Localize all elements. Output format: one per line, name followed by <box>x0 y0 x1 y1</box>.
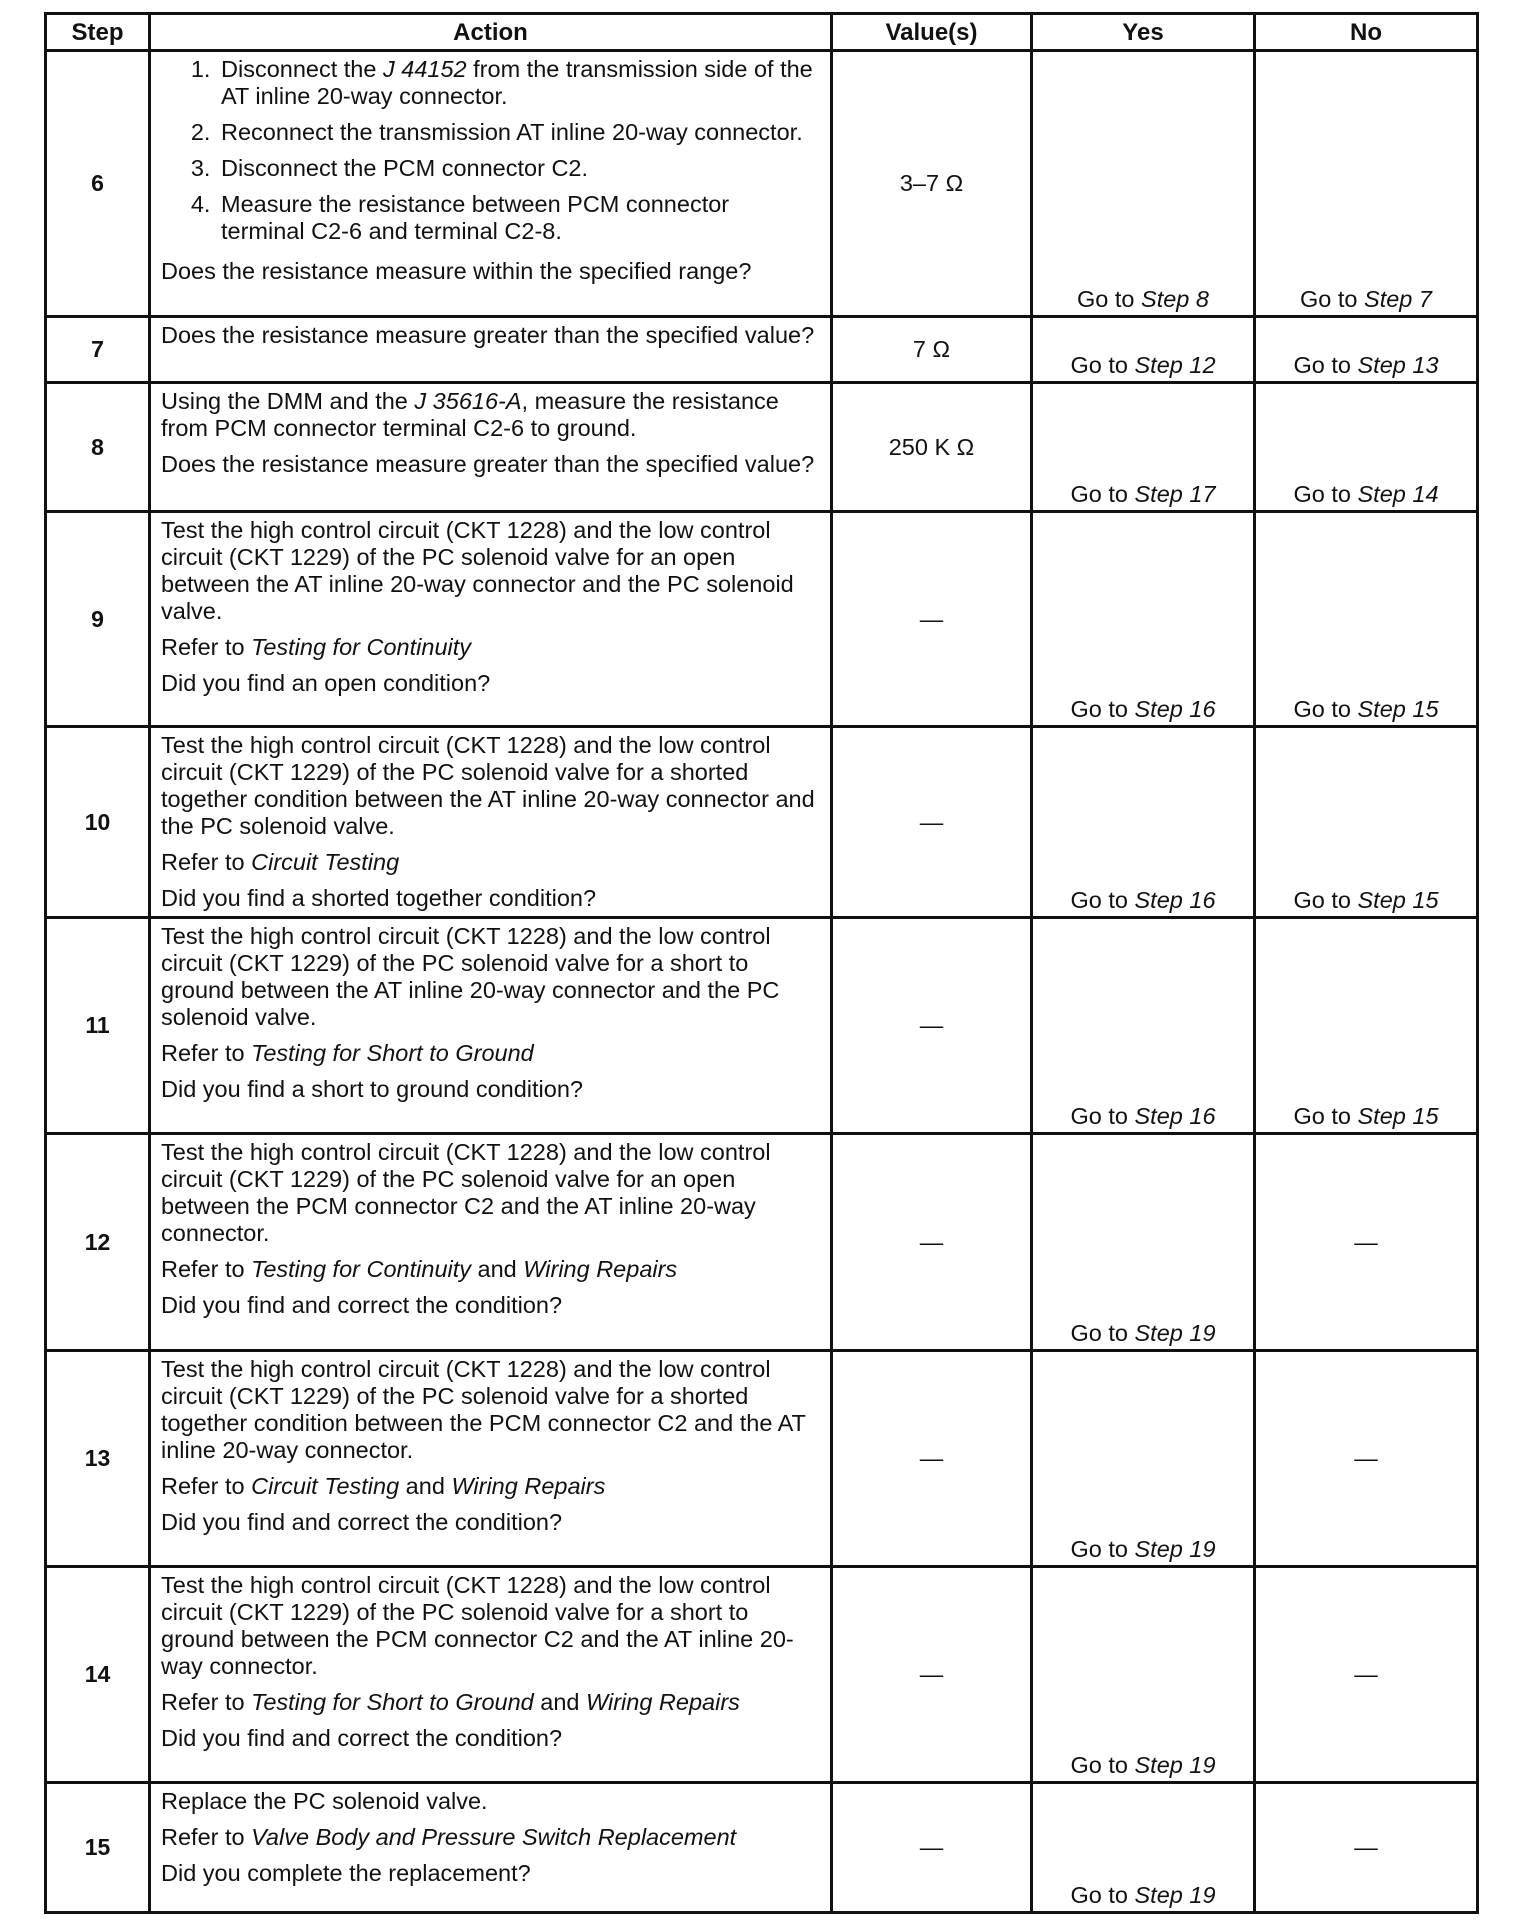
goto-prefix: Go to <box>1293 696 1358 722</box>
goto-prefix: Go to <box>1070 1536 1135 1562</box>
action-text: Test the high control circuit (CKT 1228) and the low control circuit (CKT 1229) of the PC solenoid valve for a short to ground between the AT inline 20-way connector and the PC solenoid valve. <box>161 923 780 1030</box>
goto-prefix: Go to <box>1070 1103 1135 1129</box>
value-cell: — <box>832 1567 1032 1783</box>
table-row <box>46 51 1478 317</box>
table-row <box>46 1134 1478 1351</box>
header-row <box>46 14 1478 51</box>
step-text: from the transmission side of the AT inline 20-way connector. <box>221 56 813 109</box>
step-link[interactable]: Step 16 <box>1134 1103 1216 1129</box>
list-item <box>217 119 818 146</box>
step-link[interactable]: Step 16 <box>1134 887 1216 913</box>
step-link[interactable]: Step 19 <box>1134 1320 1216 1346</box>
step-link[interactable]: Step 15 <box>1357 696 1439 722</box>
action-text <box>161 388 818 442</box>
reference-link[interactable]: Wiring Repairs <box>523 1256 678 1282</box>
refer-prefix: Refer to <box>161 1040 252 1066</box>
action-cell <box>150 383 832 512</box>
header-yes: Yes <box>1032 14 1255 51</box>
action-cell <box>150 1783 832 1913</box>
header-values: Value(s) <box>832 14 1032 51</box>
refer-conjunction: and <box>471 1256 524 1282</box>
action-cell <box>150 727 832 918</box>
goto-prefix: Go to <box>1070 352 1135 378</box>
step-text: Using the DMM and the <box>161 388 415 414</box>
question-text: Does the resistance measure within the specified range? <box>161 258 752 284</box>
refer-conjunction: and <box>533 1689 587 1715</box>
header-no: No <box>1255 14 1478 51</box>
no-cell <box>1255 51 1478 317</box>
table-row <box>46 383 1478 512</box>
no-cell: — <box>1255 1351 1478 1567</box>
refer-text <box>161 634 818 661</box>
reference-link[interactable]: Testing for Continuity <box>251 1256 472 1282</box>
step-text: Reconnect the transmission AT inline 20-way connector. <box>221 119 803 145</box>
action-cell <box>150 512 832 727</box>
list-item <box>217 155 818 182</box>
step-number: 10 <box>46 727 150 918</box>
question-text: Did you complete the replacement? <box>161 1860 531 1886</box>
refer-prefix: Refer to <box>161 849 252 875</box>
goto-prefix: Go to <box>1070 1320 1135 1346</box>
value-cell: — <box>832 727 1032 918</box>
step-text: Disconnect the PCM connector C2. <box>221 155 589 181</box>
yes-cell <box>1032 918 1255 1134</box>
reference-link[interactable]: Valve Body and Pressure Switch Replacement <box>251 1824 737 1850</box>
action-text: Test the high control circuit (CKT 1228) and the low control circuit (CKT 1229) of the PC solenoid valve for a shorted together condition between the PCM connector C2 and the AT inline 20-way connector. <box>161 1356 806 1463</box>
reference-link[interactable]: Circuit Testing <box>251 849 400 875</box>
refer-prefix: Refer to <box>161 1473 252 1499</box>
goto-prefix: Go to <box>1293 481 1358 507</box>
no-cell <box>1255 512 1478 727</box>
refer-text <box>161 1256 818 1283</box>
reference-link[interactable]: Testing for Short to Ground <box>251 1040 534 1066</box>
step-link[interactable]: Step 19 <box>1134 1882 1216 1908</box>
procedure-list <box>161 56 818 249</box>
goto-prefix: Go to <box>1300 286 1365 312</box>
no-cell: — <box>1255 1783 1478 1913</box>
refer-text <box>161 1040 818 1067</box>
action-text: Test the high control circuit (CKT 1228) and the low control circuit (CKT 1229) of the PC solenoid valve for an open between the AT inline 20-way connector and the PC solenoid valve. <box>161 517 794 624</box>
refer-prefix: Refer to <box>161 634 252 660</box>
reference-link[interactable]: Wiring Repairs <box>586 1689 740 1715</box>
list-item <box>217 191 818 245</box>
question-text: Does the resistance measure greater than the specified value? <box>161 322 815 348</box>
value-cell: — <box>832 1134 1032 1351</box>
yes-cell <box>1032 1567 1255 1783</box>
list-item <box>217 56 818 110</box>
value-cell: 7 Ω <box>832 317 1032 383</box>
table-row <box>46 727 1478 918</box>
step-number: 15 <box>46 1783 150 1913</box>
question-text: Did you find a short to ground condition? <box>161 1076 583 1102</box>
value-cell: 3–7 Ω <box>832 51 1032 317</box>
step-number: 7 <box>46 317 150 383</box>
yes-cell <box>1032 1134 1255 1351</box>
tool-ref: J 35616-A <box>414 388 522 414</box>
reference-link[interactable]: Circuit Testing <box>251 1473 400 1499</box>
refer-prefix: Refer to <box>161 1256 252 1282</box>
action-cell <box>150 1351 832 1567</box>
step-number: 9 <box>46 512 150 727</box>
step-link[interactable]: Step 12 <box>1134 352 1216 378</box>
reference-link[interactable]: Wiring Repairs <box>451 1473 606 1499</box>
refer-prefix: Refer to <box>161 1824 252 1850</box>
goto-prefix: Go to <box>1293 352 1358 378</box>
step-link[interactable]: Step 19 <box>1134 1752 1216 1778</box>
diagnostic-table <box>44 12 1479 1914</box>
no-cell <box>1255 317 1478 383</box>
action-text: Test the high control circuit (CKT 1228) and the low control circuit (CKT 1229) of the PC solenoid valve for an open between the PCM connector C2 and the AT inline 20-way connector. <box>161 1139 771 1246</box>
action-text: Replace the PC solenoid valve. <box>161 1788 488 1814</box>
action-cell <box>150 317 832 383</box>
value-cell: 250 K Ω <box>832 383 1032 512</box>
table-row <box>46 1567 1478 1783</box>
table-row <box>46 1351 1478 1567</box>
table-row <box>46 918 1478 1134</box>
yes-cell <box>1032 727 1255 918</box>
step-link[interactable]: Step 15 <box>1357 1103 1439 1129</box>
goto-prefix: Go to <box>1293 887 1358 913</box>
question-text: Did you find a shorted together condition? <box>161 885 597 911</box>
yes-cell <box>1032 383 1255 512</box>
refer-text <box>161 849 818 876</box>
goto-prefix: Go to <box>1077 286 1142 312</box>
step-text: Disconnect the <box>221 56 383 82</box>
action-text: Test the high control circuit (CKT 1228) and the low control circuit (CKT 1229) of the PC solenoid valve for a shorted together condition between the AT inline 20-way connector and the PC solenoid valve. <box>161 732 815 839</box>
goto-prefix: Go to <box>1070 696 1135 722</box>
goto-prefix: Go to <box>1070 481 1135 507</box>
action-cell <box>150 51 832 317</box>
action-text: Test the high control circuit (CKT 1228) and the low control circuit (CKT 1229) of the PC solenoid valve for a short to ground between the PCM connector C2 and the AT inline 20-way connector. <box>161 1572 794 1679</box>
step-link[interactable]: Step 17 <box>1134 481 1216 507</box>
table-row <box>46 1783 1478 1913</box>
question-text: Did you find and correct the condition? <box>161 1292 563 1318</box>
value-cell: — <box>832 918 1032 1134</box>
table-row <box>46 317 1478 383</box>
goto-prefix: Go to <box>1070 887 1135 913</box>
step-text: , measure the resistance from PCM connector terminal C2-6 to ground. <box>161 388 779 441</box>
yes-cell <box>1032 512 1255 727</box>
question-text: Did you find and correct the condition? <box>161 1509 563 1535</box>
action-cell <box>150 1134 832 1351</box>
refer-text <box>161 1824 818 1851</box>
reference-link[interactable]: Testing for Continuity <box>251 634 472 660</box>
no-cell <box>1255 383 1478 512</box>
step-number: 8 <box>46 383 150 512</box>
step-number: 14 <box>46 1567 150 1783</box>
question-text: Did you find an open condition? <box>161 670 491 696</box>
step-number: 6 <box>46 51 150 317</box>
no-cell <box>1255 918 1478 1134</box>
question-text: Does the resistance measure greater than the specified value? <box>161 451 815 477</box>
header-action: Action <box>150 14 832 51</box>
action-cell <box>150 918 832 1134</box>
tool-ref: J 44152 <box>382 56 467 82</box>
yes-cell <box>1032 317 1255 383</box>
step-link[interactable]: Step 7 <box>1364 286 1432 312</box>
step-text: Measure the resistance between PCM connector terminal C2-6 and terminal C2-8. <box>221 191 730 244</box>
step-number: 11 <box>46 918 150 1134</box>
step-link[interactable]: Step 14 <box>1357 481 1439 507</box>
no-cell: — <box>1255 1134 1478 1351</box>
step-link[interactable]: Step 8 <box>1141 286 1209 312</box>
refer-text <box>161 1689 818 1716</box>
table-row <box>46 512 1478 727</box>
reference-link[interactable]: Testing for Short to Ground <box>251 1689 534 1715</box>
no-cell <box>1255 727 1478 918</box>
value-cell: — <box>832 1783 1032 1913</box>
goto-prefix: Go to <box>1070 1752 1135 1778</box>
no-cell: — <box>1255 1567 1478 1783</box>
value-cell: — <box>832 512 1032 727</box>
step-link[interactable]: Step 13 <box>1357 352 1439 378</box>
refer-conjunction: and <box>399 1473 452 1499</box>
step-link[interactable]: Step 15 <box>1357 887 1439 913</box>
action-cell <box>150 1567 832 1783</box>
value-cell: — <box>832 1351 1032 1567</box>
goto-prefix: Go to <box>1070 1882 1135 1908</box>
yes-cell <box>1032 51 1255 317</box>
goto-prefix: Go to <box>1293 1103 1358 1129</box>
refer-prefix: Refer to <box>161 1689 252 1715</box>
header-step: Step <box>46 14 150 51</box>
yes-cell <box>1032 1783 1255 1913</box>
step-link[interactable]: Step 19 <box>1134 1536 1216 1562</box>
yes-cell <box>1032 1351 1255 1567</box>
step-number: 13 <box>46 1351 150 1567</box>
step-link[interactable]: Step 16 <box>1134 696 1216 722</box>
refer-text <box>161 1473 818 1500</box>
question-text: Did you find and correct the condition? <box>161 1725 563 1751</box>
step-number: 12 <box>46 1134 150 1351</box>
